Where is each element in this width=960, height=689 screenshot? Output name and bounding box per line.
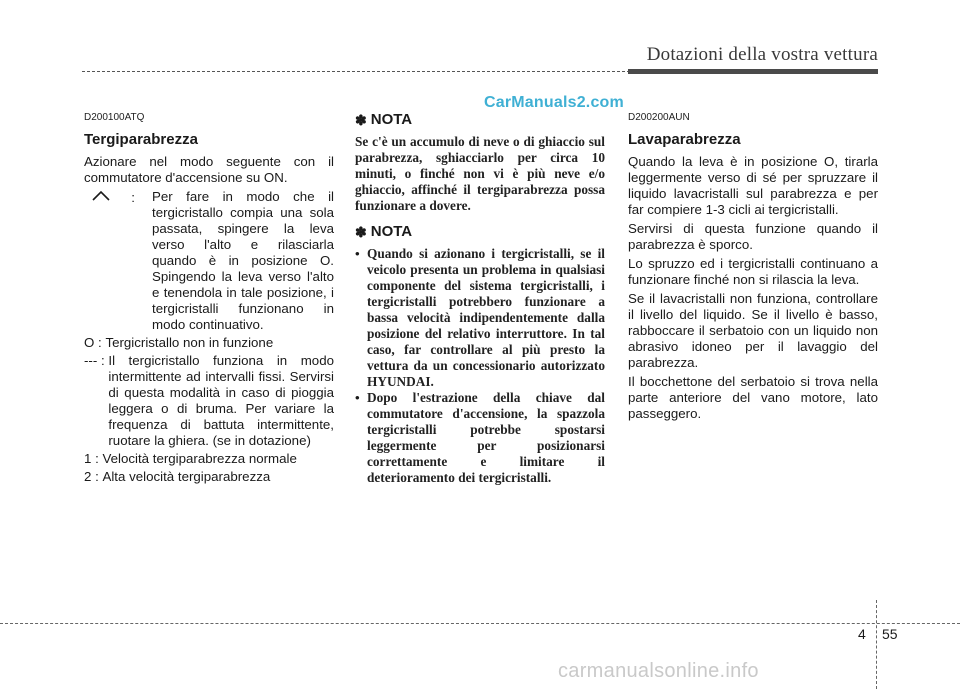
mode-text: Per fare in modo che il tergicristallo compia una sola passata, spingere la leva verso l'alto e rilasciarla quando è in posizione O. Spingendo la leva verso l'alto e tenendola in tale posizione, i tergicristalli funzionano in modo continuativo.: [152, 189, 334, 332]
nota-title: NOTA: [370, 111, 413, 128]
page-number: 55: [882, 626, 898, 642]
nota-heading: [355, 112, 605, 128]
washer-paragraph: Quando la leva è in posizione O, tirarla leggermente verso di sé per spruzzare il liquido lavacristalli sul parabrezza e per far compiere 1-3 cicli ai tergicristalli.: [628, 154, 878, 217]
section-heading: Tergiparabrezza: [84, 131, 198, 148]
mode-item-off: [84, 335, 334, 351]
mode-key: 1 :: [84, 451, 103, 466]
bullet-text: Dopo l'estrazione della chiave dal commutatore d'accensione, la spazzola tergicristalli potrebbe spostarsi leggermente per posizionarsi correttamente e limitare il deterioramento dei tergicristalli.: [367, 390, 605, 485]
watermark-top: CarManuals2.com: [484, 94, 624, 111]
watermark-bottom: carmanualsonline.info: [558, 660, 759, 682]
bullet-icon: •: [355, 390, 360, 405]
footer-divider: [0, 623, 960, 624]
column-notes: [355, 110, 605, 486]
mode-key: --- :: [84, 353, 109, 368]
mode-text: Velocità tergiparabrezza normale: [102, 451, 297, 466]
header-title: Dotazioni della vostra vettura: [646, 44, 878, 65]
mode-key: :: [131, 190, 139, 205]
nota-heading: [355, 224, 605, 240]
mode-text: Il tergicristallo funziona in modo intermittente ad intervalli fissi. Servirsi di questa modalità in caso di pioggia leggera o di bruma. Per variare la frequenza di battuta intermittente, ruotare la ghiera. (se in dotazione): [108, 353, 334, 448]
nota-title: NOTA: [370, 223, 413, 240]
mode-item-intermittent: [84, 353, 334, 449]
column-washer: [628, 110, 878, 425]
star-icon: ✽: [355, 224, 367, 240]
mode-text: Tergicristallo non in funzione: [105, 335, 274, 350]
section-code: D200100ATQ: [84, 112, 145, 123]
bullet-icon: •: [355, 246, 360, 261]
chapter-number: 4: [858, 626, 866, 642]
column-wiper: [84, 110, 334, 487]
washer-paragraph: Lo spruzzo ed i tergicristalli continuano a funzionare finché non si rilascia la leva.: [628, 256, 878, 287]
mode-text: Alta velocità tergiparabrezza: [102, 469, 271, 484]
nota-bullet: [355, 390, 605, 486]
mode-item-high-speed: [84, 469, 334, 485]
section-code: D200200AUN: [628, 112, 690, 123]
chevron-up-icon: [84, 189, 118, 333]
bullet-text: Quando si azionano i tergicristalli, se il veicolo presenta un problema in qualsiasi componente del sistema tergicristalli, i tergicristalli potrebbero funzionare a bassa velocità indipendentemente dalla posizione del relativo interruttore. In tal caso, far controllare al più presto la vettura da un concessionario autorizzato HYUNDAI.: [367, 246, 605, 389]
nota-text: Se c'è un accumulo di neve o di ghiaccio sul parabrezza, sghiacciarlo per circa 10 minuti, o finché non vi è più neve e/o ghiaccio, affinché il tergiparabrezza possa funzionare a dovere.: [355, 134, 605, 213]
mode-key: 2 :: [84, 469, 103, 484]
mode-key: O :: [84, 335, 106, 350]
mode-item-single-wipe: [84, 189, 334, 333]
section-heading: Lavaparabrezza: [628, 131, 741, 148]
nota-bullet: [355, 246, 605, 390]
star-icon: ✽: [355, 112, 367, 128]
washer-paragraph: Se il lavacristalli non funziona, controllare il livello del liquido. Se il livello è basso, rabboccare il serbatoio con un liquido non abrasivo idoneo per il lavaggio del parabrezza.: [628, 291, 878, 370]
washer-paragraph: Servirsi di questa funzione quando il parabrezza è sporco.: [628, 221, 878, 252]
intro-paragraph: Azionare nel modo seguente con il commutatore d'accensione su ON.: [84, 154, 334, 185]
header-divider: [82, 71, 630, 72]
mode-item-normal-speed: [84, 451, 334, 467]
washer-paragraph: Il bocchettone del serbatoio si trova nella parte anteriore del vano motore, lato passeggero.: [628, 374, 878, 421]
header-bar: [628, 69, 878, 74]
footer-vertical-divider: [876, 600, 877, 689]
